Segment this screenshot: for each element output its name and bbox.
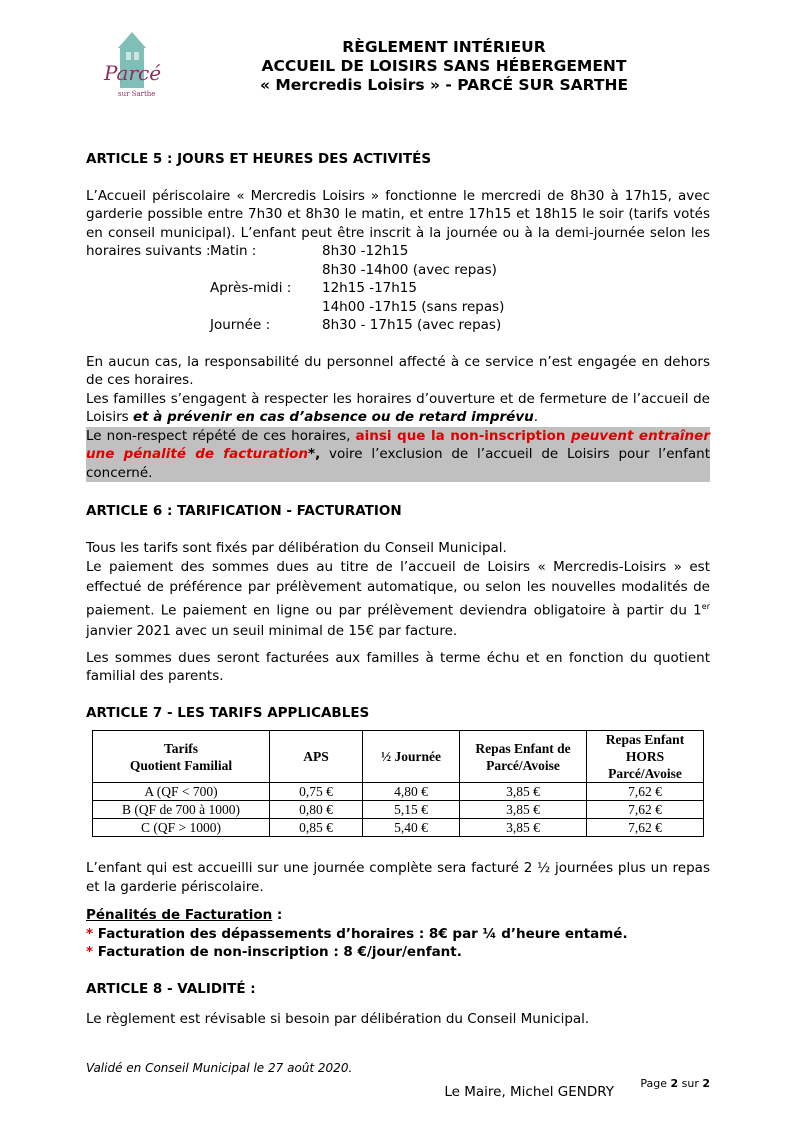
page-footer [640,1077,710,1090]
page-number: 2 [670,1077,679,1090]
table-cell: 4,80 € [363,783,460,801]
table-cell: 3,85 € [460,819,587,837]
table-cell: 0,80 € [270,801,363,819]
table-cell: 0,75 € [270,783,363,801]
warning-text-end: voire l’exclusion de l’accueil de Loisirs pour l’enfant concerné. [86,446,710,481]
article6-title: ARTICLE 6 : TARIFICATION - FACTURATION [86,503,402,519]
logo-subtext: sur Sarthe [118,90,156,98]
table-cell: 0,85 € [270,819,363,837]
table-row [93,783,704,801]
article6-p2-sup: er [701,602,710,611]
table-cell: 3,85 € [460,801,587,819]
penalty-warning [86,427,710,483]
warning-text-red-italic: peuvent entraîner une pénalité de facturation [86,427,710,462]
schedule-time-0: 8h30 -12h15 [322,243,409,259]
footer-middle: sur [678,1077,703,1090]
penalite-line-2 [86,943,710,962]
document-header [180,38,708,95]
table-row [93,801,704,819]
penalites-title-suffix: : [272,907,283,923]
schedule-label-2: Après-midi : [210,280,292,296]
table-cell: 7,62 € [587,801,704,819]
article6-p3: Les sommes dues seront facturées aux familles à terme échu et en fonction du quotient familial des parents. [86,649,710,684]
header-aps: APS [270,731,363,783]
warning-text-red: ainsi que la non-inscription [355,427,571,444]
schedule-time-1: 8h30 -14h00 (avec repas) [322,261,497,278]
article6-p2 [86,557,710,641]
penalite-line-2-text: Facturation de non-inscription : 8 €/jour/enfant. [93,944,462,960]
table-header-row [93,731,704,783]
article7-title: ARTICLE 7 - LES TARIFS APPLICABLES [86,704,370,721]
article5-intro: L’Accueil périscolaire « Mercredis Loisirs » fonctionne le mercredi de 8h30 à 17h15, avec garderie possible entre 7h30 et 8h30 le matin, et entre 17h15 et 18h15 le soir (tarifs votés en conseil municipal). L’enfant peut être inscrit à la journée ou à la demi-journée selon les horaires suivants : [86,187,710,259]
signature: Le Maire, Michel GENDRY [444,1084,614,1100]
table-cell: 5,40 € [363,819,460,837]
article5-title: ARTICLE 5 : JOURS ET HEURES DES ACTIVITÉS [86,151,432,167]
page-total: 2 [702,1077,710,1090]
header-demi-journee: ½ Journée [363,731,460,783]
table-cell: 7,62 € [587,819,704,837]
tower-icon [96,30,168,102]
schedule-label-0: Matin : [210,243,257,259]
table-cell: C (QF > 1000) [93,819,270,837]
header-repas-parce: Repas Enfant de Parcé/Avoise [460,731,587,783]
penalites-title: Pénalités de Facturation [86,907,273,923]
families-text-emphasis: et à prévenir en cas d’absence ou de retard imprévu [132,409,534,425]
families-text-end: . [533,409,539,425]
penalite-line-1-text: Facturation des dépassements d’horaires : 8€ par ¼ d’heure entamé. [93,925,628,942]
families-text [86,390,710,427]
header-line-1: RÈGLEMENT INTÉRIEUR [342,38,546,56]
article8-text: Le règlement est révisable si besoin par délibération du Conseil Municipal. [86,1011,590,1027]
warning-asterisk: *, [308,446,321,462]
penalites-heading [86,906,710,925]
asterisk-icon: * [86,925,94,942]
article6-p2-b: janvier 2021 avec un seuil minimal de 15€ par facture. [86,622,458,639]
schedule-time-3: 14h00 -17h15 (sans repas) [322,298,505,315]
article7-after: L’enfant qui est accueilli sur une journée complète sera facturé 2 ½ journées plus un repas et la garderie périscolaire. [86,860,710,895]
table-cell: A (QF < 700) [93,783,270,801]
article6-p1: Tous les tarifs sont fixés par délibération du Conseil Municipal. [86,539,507,556]
warning-text-a: Le non-respect répété de ces horaires, [86,427,356,444]
header-repas-hors: Repas Enfant HORS Parcé/Avoise [587,731,704,783]
responsibility-text: En aucun cas, la responsabilité du personnel affecté à ce service n’est engagée en dehors de ces horaires. [86,353,710,388]
footer-prefix: Page [640,1077,671,1090]
asterisk-icon: * [86,944,94,960]
families-text-a: Les familles s’engagent à respecter les horaires d’ouverture et de fermeture de l’accueil de Loisirs [86,390,710,425]
header-tarifs: Tarifs Quotient Familial [93,731,270,783]
header-line-2: ACCUEIL DE LOISIRS SANS HÉBERGEMENT [261,57,627,75]
table-cell: B (QF de 700 à 1000) [93,801,270,819]
schedule-time-2: 12h15 -17h15 [322,280,417,296]
article8-title: ARTICLE 8 - VALIDITÉ : [86,980,256,997]
table-cell: 3,85 € [460,783,587,801]
table-cell: 5,15 € [363,801,460,819]
document-body [86,150,710,1102]
schedule-time-4: 8h30 - 17h15 (avec repas) [322,317,502,333]
schedule-list [86,242,710,335]
penalite-line-1 [86,925,710,944]
table-row [93,819,704,837]
tarifs-table [92,730,704,837]
logo [96,30,168,102]
schedule-label-4: Journée : [210,317,271,333]
header-line-3: « Mercredis Loisirs » - PARCÉ SUR SARTHE [259,76,629,94]
validation-text: Validé en Conseil Municipal le 27 août 2020. [86,1060,353,1075]
logo-text: Parcé [104,61,162,85]
table-cell: 7,62 € [587,783,704,801]
article6-p2-a: Le paiement des sommes dues au titre de l’accueil de Loisirs « Mercredis-Loisirs » est effectué de préférence par prélèvement automatique, ou selon les nouvelles modalités de paiement. Le paiement en ligne ou par prélèvement deviendra obligatoire à partir du 1 [86,559,710,619]
